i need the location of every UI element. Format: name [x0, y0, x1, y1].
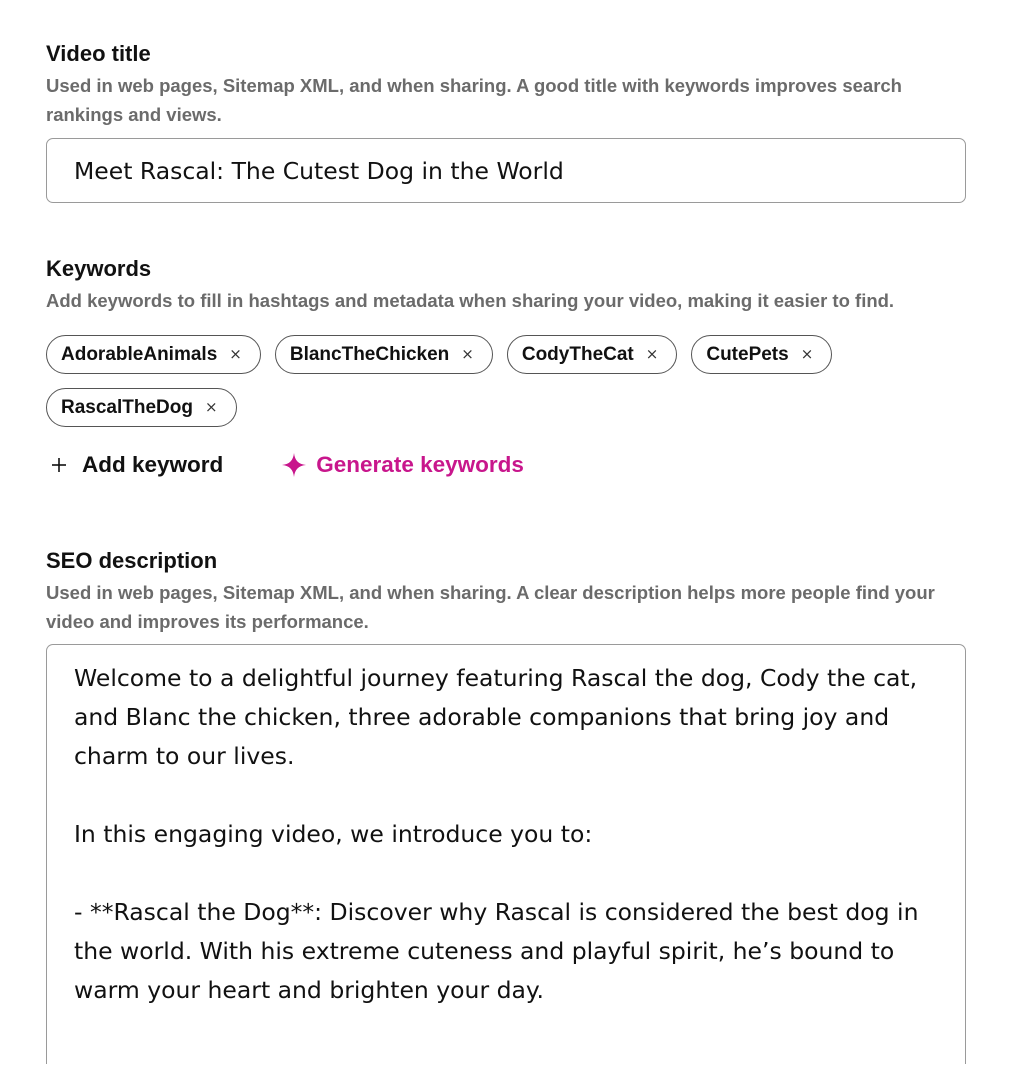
- video-title-label: Video title: [46, 41, 151, 66]
- add-keyword-button[interactable]: [46, 452, 223, 478]
- keyword-chip-label: BlancTheChicken: [289, 343, 450, 365]
- video-title-help: Used in web pages, Sitemap XML, and when sharing. A good title with keywords improves search rankings and views.: [46, 75, 902, 125]
- keyword-chip[interactable]: [691, 335, 832, 374]
- close-icon[interactable]: ×: [229, 345, 242, 363]
- seo-description-section: [46, 545, 966, 1064]
- close-icon[interactable]: ×: [461, 345, 474, 363]
- keyword-chip-label: AdorableAnimals: [61, 343, 218, 365]
- close-icon[interactable]: ×: [645, 345, 659, 363]
- keyword-chip-list: [46, 335, 926, 427]
- seo-description-textarea[interactable]: Welcome to a delightful journey featuring Rascal the dog, Cody the cat, and Blanc the chicken, three adorable companions that bring joy and charm to our lives. In this engaging video, we introduce you to: - **Rascal the Dog**: Discover why Rascal is considered the best dog in the world. With his extreme cuteness and playful spirit, he’s bound to warm your heart and brighten your day.: [46, 644, 966, 1064]
- keyword-chip-label: RascalTheDog: [61, 396, 193, 418]
- seo-description-help: Used in web pages, Sitemap XML, and when sharing. A clear description helps more people find your video and improves its performance.: [46, 582, 935, 632]
- add-keyword-label: Add keyword: [82, 452, 224, 477]
- video-title-value: Meet Rascal: The Cutest Dog in the World: [74, 156, 564, 185]
- keyword-chip-label: CutePets: [706, 343, 789, 365]
- keywords-label: Keywords: [46, 256, 152, 281]
- video-title-input[interactable]: [46, 138, 966, 203]
- sparkle-icon: [281, 452, 307, 478]
- keyword-chip-label: CodyTheCat: [521, 343, 634, 365]
- keywords-section: [46, 253, 966, 483]
- video-details-form: [46, 38, 966, 1064]
- video-title-section: [46, 38, 966, 203]
- keyword-actions: [46, 447, 966, 483]
- close-icon[interactable]: ×: [204, 398, 218, 416]
- keywords-help: Add keywords to fill in hashtags and metadata when sharing your video, making it easier to find.: [46, 290, 895, 311]
- keyword-chip[interactable]: [46, 388, 237, 427]
- generate-keywords-button[interactable]: [281, 452, 524, 478]
- keyword-chip[interactable]: [507, 335, 677, 374]
- generate-keywords-label: Generate keywords: [316, 452, 524, 477]
- close-icon[interactable]: ×: [800, 345, 814, 363]
- keyword-chip[interactable]: [275, 335, 493, 374]
- plus-icon: [48, 454, 70, 476]
- seo-description-label: SEO description: [46, 548, 218, 573]
- keyword-chip[interactable]: [46, 335, 261, 374]
